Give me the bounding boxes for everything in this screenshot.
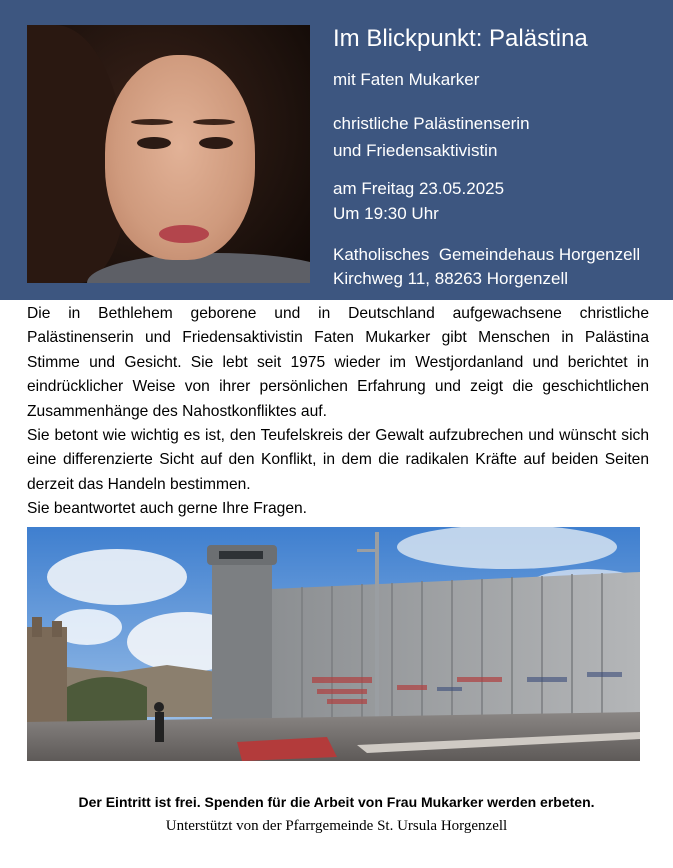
role-line-1: christliche Palästinenserin — [333, 114, 530, 133]
admission-note: Der Eintritt ist frei. Spenden für die Arbeit von Frau Mukarker werden erbeten. — [78, 794, 595, 810]
role-line-2: und Friedensaktivistin — [333, 141, 498, 160]
venue-address: Kirchweg 11, 88263 Horgenzell — [333, 269, 568, 288]
event-time: Um 19:30 Uhr — [333, 204, 439, 223]
guest-name: mit Faten Mukarker — [333, 70, 480, 89]
description-paragraph-2: Sie betont wie wichtig es ist, den Teufelskreis der Gewalt aufzubrechen und wünscht sich eine differenzierte Sicht auf den Konflikt, in dem die radikalen Kräfte auf beiden Seiten derzeit das Handeln bestimmen. — [27, 427, 649, 493]
venue-name: Katholisches Gemeindehaus Horgenzell — [333, 245, 641, 264]
event-description — [27, 302, 649, 522]
separation-wall-photo — [27, 527, 640, 761]
description-paragraph-3: Sie beantwortet auch gerne Ihre Fragen. — [27, 500, 307, 518]
support-note: Unterstützt von der Pfarrgemeinde St. Ursula Horgenzell — [165, 818, 508, 834]
event-date: am Freitag 23.05.2025 — [333, 179, 505, 198]
header-banner — [0, 0, 673, 300]
event-title: Im Blickpunkt: Palästina — [333, 25, 588, 52]
description-paragraph-1: Die in Bethlehem geborene und in Deutschland aufgewachsene christliche Palästinenserin und Friedensaktivistin Faten Mukarker gibt Menschen in Palästina Stimme und Gesicht. Sie lebt seit 1975 wieder im Westjordanland und berichtet in eindrücklicher Weise von ihrer persönlichen Erfahrung und zeigt die geschichtlichen Zusammenhänge des Nahostkonfliktes auf. — [27, 305, 649, 420]
speaker-portrait — [27, 25, 310, 283]
